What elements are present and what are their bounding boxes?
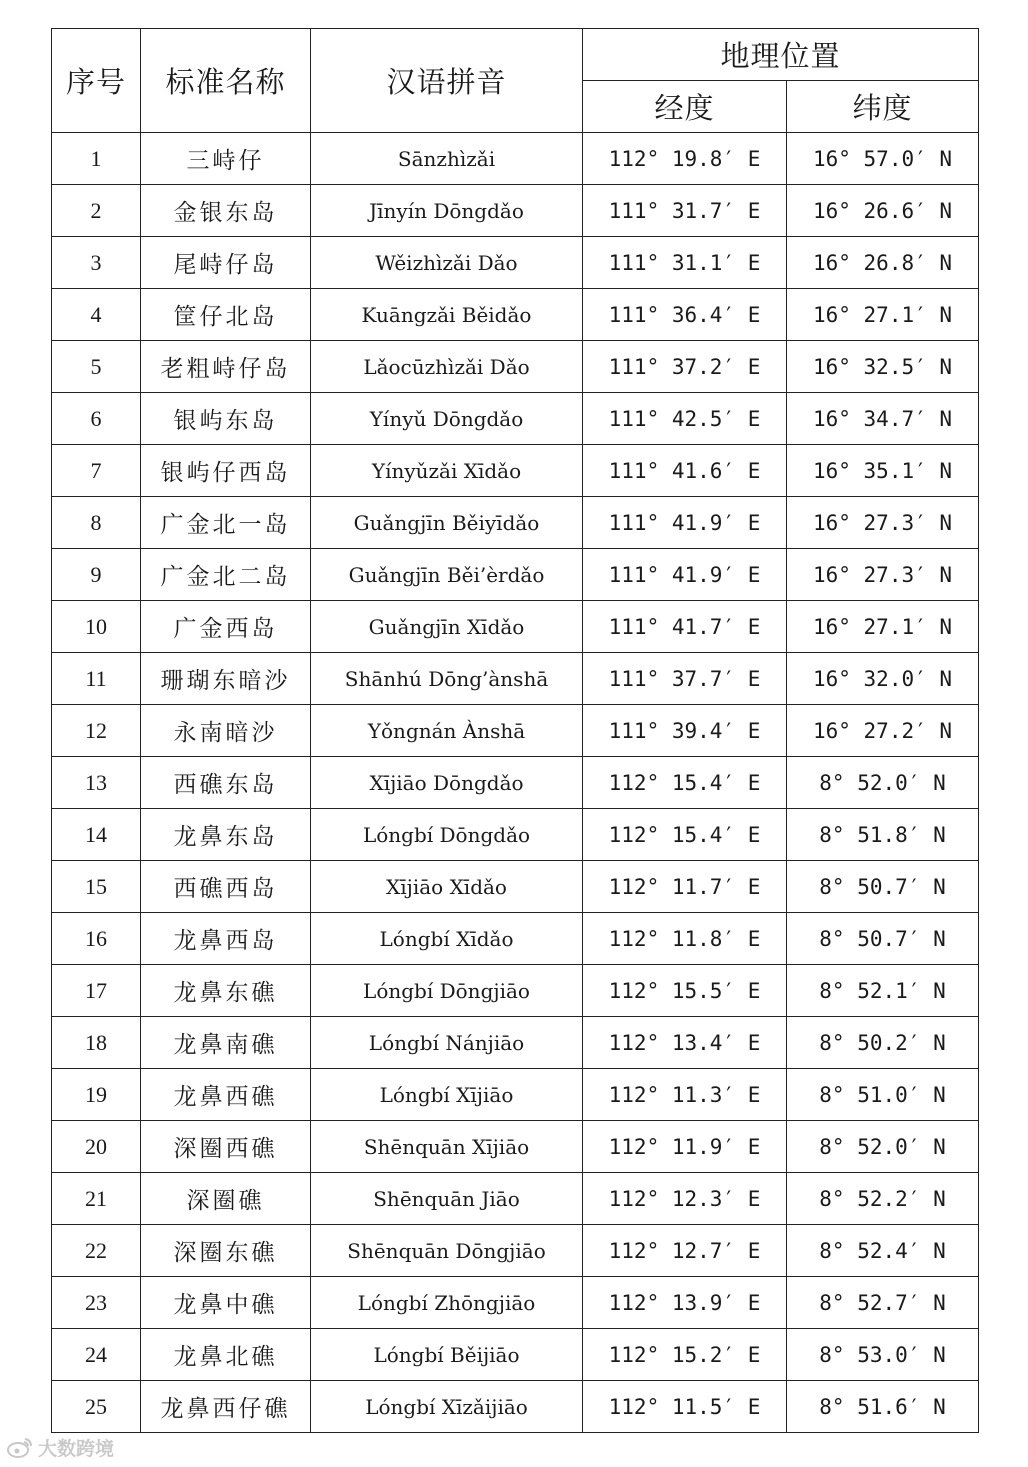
cell-standard-name: 龙鼻西岛 <box>141 913 311 965</box>
cell-index: 15 <box>52 861 141 913</box>
table-row <box>52 1173 979 1225</box>
cell-standard-name: 三峙仔 <box>141 133 311 185</box>
cell-longitude: 111° 41.9′ E <box>583 497 787 549</box>
cell-standard-name: 银屿东岛 <box>141 393 311 445</box>
cell-latitude: 8° 51.0′ N <box>787 1069 979 1121</box>
cell-index: 19 <box>52 1069 141 1121</box>
cell-longitude: 112° 15.4′ E <box>583 757 787 809</box>
cell-index: 4 <box>52 289 141 341</box>
cell-pinyin: Guǎngjīn Xīdǎo <box>311 601 583 653</box>
cell-pinyin: Lǎocūzhìzǎi Dǎo <box>311 341 583 393</box>
header-pinyin: 汉语拼音 <box>311 29 583 133</box>
cell-index: 13 <box>52 757 141 809</box>
cell-pinyin: Lóngbí Dōngdǎo <box>311 809 583 861</box>
table-row <box>52 341 979 393</box>
cell-longitude: 111° 31.7′ E <box>583 185 787 237</box>
cell-latitude: 8° 51.6′ N <box>787 1381 979 1433</box>
cell-longitude: 112° 15.5′ E <box>583 965 787 1017</box>
cell-latitude: 8° 52.7′ N <box>787 1277 979 1329</box>
cell-pinyin: Lóngbí Dōngjiāo <box>311 965 583 1017</box>
cell-index: 25 <box>52 1381 141 1433</box>
cell-index: 14 <box>52 809 141 861</box>
cell-standard-name: 西礁西岛 <box>141 861 311 913</box>
table-row <box>52 705 979 757</box>
cell-longitude: 111° 37.7′ E <box>583 653 787 705</box>
cell-latitude: 8° 50.7′ N <box>787 861 979 913</box>
cell-index: 17 <box>52 965 141 1017</box>
table-row <box>52 445 979 497</box>
cell-index: 8 <box>52 497 141 549</box>
table-row <box>52 861 979 913</box>
cell-standard-name: 龙鼻东礁 <box>141 965 311 1017</box>
table-row <box>52 497 979 549</box>
cell-longitude: 111° 41.6′ E <box>583 445 787 497</box>
cell-longitude: 112° 13.4′ E <box>583 1017 787 1069</box>
cell-standard-name: 老粗峙仔岛 <box>141 341 311 393</box>
table-row <box>52 185 979 237</box>
cell-longitude: 112° 11.7′ E <box>583 861 787 913</box>
cell-pinyin: Lóngbí Xīdǎo <box>311 913 583 965</box>
table-row <box>52 289 979 341</box>
cell-standard-name: 广金北一岛 <box>141 497 311 549</box>
cell-index: 1 <box>52 133 141 185</box>
cell-longitude: 112° 19.8′ E <box>583 133 787 185</box>
cell-latitude: 16° 35.1′ N <box>787 445 979 497</box>
table-row <box>52 1017 979 1069</box>
header-standard-name: 标准名称 <box>141 29 311 133</box>
table-row <box>52 393 979 445</box>
watermark <box>6 1432 114 1462</box>
cell-latitude: 16° 34.7′ N <box>787 393 979 445</box>
cell-longitude: 112° 15.4′ E <box>583 809 787 861</box>
cell-latitude: 16° 26.6′ N <box>787 185 979 237</box>
table-row <box>52 1277 979 1329</box>
cell-index: 22 <box>52 1225 141 1277</box>
cell-standard-name: 广金北二岛 <box>141 549 311 601</box>
cell-index: 3 <box>52 237 141 289</box>
cell-index: 6 <box>52 393 141 445</box>
cell-longitude: 111° 41.7′ E <box>583 601 787 653</box>
cell-standard-name: 珊瑚东暗沙 <box>141 653 311 705</box>
table-row <box>52 809 979 861</box>
cell-standard-name: 深圈西礁 <box>141 1121 311 1173</box>
cell-latitude: 16° 32.0′ N <box>787 653 979 705</box>
table-header <box>52 29 979 133</box>
cell-longitude: 112° 15.2′ E <box>583 1329 787 1381</box>
cell-longitude: 112° 12.3′ E <box>583 1173 787 1225</box>
table-row <box>52 653 979 705</box>
cell-pinyin: Lóngbí Xīzǎijiāo <box>311 1381 583 1433</box>
geographic-names-table <box>51 28 979 1433</box>
table-row <box>52 1121 979 1173</box>
cell-standard-name: 银屿仔西岛 <box>141 445 311 497</box>
table-row <box>52 1329 979 1381</box>
cell-standard-name: 龙鼻西仔礁 <box>141 1381 311 1433</box>
cell-longitude: 112° 13.9′ E <box>583 1277 787 1329</box>
table-row <box>52 965 979 1017</box>
cell-pinyin: Wěizhìzǎi Dǎo <box>311 237 583 289</box>
table-row <box>52 601 979 653</box>
cell-pinyin: Yínyǔzǎi Xīdǎo <box>311 445 583 497</box>
cell-index: 12 <box>52 705 141 757</box>
table-row <box>52 1069 979 1121</box>
cell-longitude: 112° 11.8′ E <box>583 913 787 965</box>
cell-longitude: 111° 36.4′ E <box>583 289 787 341</box>
cell-latitude: 16° 27.3′ N <box>787 549 979 601</box>
cell-standard-name: 金银东岛 <box>141 185 311 237</box>
cell-latitude: 16° 27.2′ N <box>787 705 979 757</box>
table-row <box>52 133 979 185</box>
table-row <box>52 1225 979 1277</box>
cell-index: 10 <box>52 601 141 653</box>
cell-standard-name: 永南暗沙 <box>141 705 311 757</box>
cell-pinyin: Yǒngnán Ànshā <box>311 705 583 757</box>
cell-standard-name: 龙鼻中礁 <box>141 1277 311 1329</box>
table-row <box>52 913 979 965</box>
cell-index: 20 <box>52 1121 141 1173</box>
cell-standard-name: 龙鼻西礁 <box>141 1069 311 1121</box>
cell-latitude: 16° 32.5′ N <box>787 341 979 393</box>
cell-index: 23 <box>52 1277 141 1329</box>
cell-longitude: 112° 11.5′ E <box>583 1381 787 1433</box>
cell-pinyin: Sānzhìzǎi <box>311 133 583 185</box>
cell-longitude: 111° 42.5′ E <box>583 393 787 445</box>
cell-latitude: 8° 52.0′ N <box>787 757 979 809</box>
cell-pinyin: Guǎngjīn Běiyīdǎo <box>311 497 583 549</box>
cell-longitude: 112° 11.9′ E <box>583 1121 787 1173</box>
cell-standard-name: 龙鼻南礁 <box>141 1017 311 1069</box>
cell-pinyin: Kuāngzǎi Běidǎo <box>311 289 583 341</box>
cell-longitude: 111° 31.1′ E <box>583 237 787 289</box>
cell-standard-name: 龙鼻北礁 <box>141 1329 311 1381</box>
cell-index: 9 <box>52 549 141 601</box>
cell-pinyin: Shēnquān Xījiāo <box>311 1121 583 1173</box>
cell-longitude: 112° 11.3′ E <box>583 1069 787 1121</box>
cell-index: 21 <box>52 1173 141 1225</box>
cell-pinyin: Guǎngjīn Běi’èrdǎo <box>311 549 583 601</box>
cell-standard-name: 广金西岛 <box>141 601 311 653</box>
cell-index: 24 <box>52 1329 141 1381</box>
cell-standard-name: 西礁东岛 <box>141 757 311 809</box>
table-row <box>52 237 979 289</box>
cell-pinyin: Xījiāo Dōngdǎo <box>311 757 583 809</box>
cell-latitude: 16° 27.3′ N <box>787 497 979 549</box>
table-row <box>52 549 979 601</box>
cell-longitude: 111° 41.9′ E <box>583 549 787 601</box>
cell-latitude: 16° 27.1′ N <box>787 601 979 653</box>
cell-pinyin: Lóngbí Nánjiāo <box>311 1017 583 1069</box>
cell-pinyin: Shānhú Dōng’ànshā <box>311 653 583 705</box>
cell-latitude: 16° 27.1′ N <box>787 289 979 341</box>
cell-pinyin: Jīnyín Dōngdǎo <box>311 185 583 237</box>
cell-standard-name: 龙鼻东岛 <box>141 809 311 861</box>
cell-index: 18 <box>52 1017 141 1069</box>
cell-latitude: 8° 51.8′ N <box>787 809 979 861</box>
cell-latitude: 8° 52.4′ N <box>787 1225 979 1277</box>
cell-latitude: 8° 52.2′ N <box>787 1173 979 1225</box>
cell-latitude: 16° 57.0′ N <box>787 133 979 185</box>
cell-latitude: 8° 50.7′ N <box>787 913 979 965</box>
header-row-top <box>52 29 979 81</box>
cell-latitude: 8° 53.0′ N <box>787 1329 979 1381</box>
cell-index: 11 <box>52 653 141 705</box>
table-body <box>52 133 979 1433</box>
cell-pinyin: Shēnquān Dōngjiāo <box>311 1225 583 1277</box>
header-location: 地理位置 <box>583 29 979 81</box>
cell-latitude: 8° 52.0′ N <box>787 1121 979 1173</box>
cell-index: 16 <box>52 913 141 965</box>
cell-standard-name: 尾峙仔岛 <box>141 237 311 289</box>
cell-latitude: 16° 26.8′ N <box>787 237 979 289</box>
cell-longitude: 111° 39.4′ E <box>583 705 787 757</box>
cell-latitude: 8° 52.1′ N <box>787 965 979 1017</box>
table-row <box>52 757 979 809</box>
cell-standard-name: 筐仔北岛 <box>141 289 311 341</box>
table-row <box>52 1381 979 1433</box>
cell-pinyin: Xījiāo Xīdǎo <box>311 861 583 913</box>
header-longitude: 经度 <box>583 81 787 133</box>
cell-pinyin: Shēnquān Jiāo <box>311 1173 583 1225</box>
cell-latitude: 8° 50.2′ N <box>787 1017 979 1069</box>
cell-standard-name: 深圈东礁 <box>141 1225 311 1277</box>
header-index: 序号 <box>52 29 141 133</box>
cell-index: 2 <box>52 185 141 237</box>
cell-standard-name: 深圈礁 <box>141 1173 311 1225</box>
weibo-logo-icon <box>6 1435 34 1459</box>
header-latitude: 纬度 <box>787 81 979 133</box>
cell-pinyin: Lóngbí Zhōngjiāo <box>311 1277 583 1329</box>
cell-pinyin: Lóngbí Xījiāo <box>311 1069 583 1121</box>
cell-longitude: 111° 37.2′ E <box>583 341 787 393</box>
watermark-text: 大数跨境 <box>38 1437 115 1460</box>
cell-index: 7 <box>52 445 141 497</box>
cell-pinyin: Lóngbí Běijiāo <box>311 1329 583 1381</box>
cell-index: 5 <box>52 341 141 393</box>
cell-longitude: 112° 12.7′ E <box>583 1225 787 1277</box>
cell-pinyin: Yínyǔ Dōngdǎo <box>311 393 583 445</box>
